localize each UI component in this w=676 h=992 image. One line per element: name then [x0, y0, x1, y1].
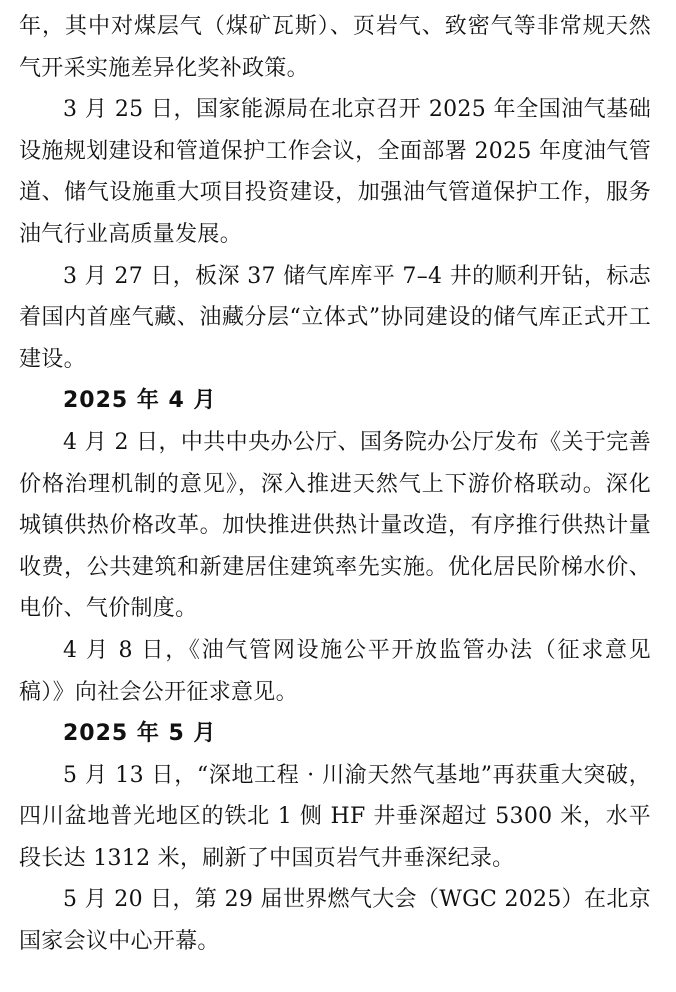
section-heading-april: 2025 年 4 月 [63, 388, 217, 414]
paragraph-april-8: 4 月 8 日，《油气管网设施公平开放监管办法（征求意见稿）》向社会公开征求意见。 [19, 637, 651, 705]
paragraph-april-2: 4 月 2 日，中共中央办公厅、国务院办公厅发布《关于完善价格治理机制的意见》，深入推进天然气上下游价格联动。深化城镇供热价格改革。加快推进供热计量改造，有序推行供热计量收费，公共建筑和新建居住建筑率先实施。优化居民阶梯水价、电价、气价制度。 [19, 429, 651, 622]
paragraph-continuation: 年，其中对煤层气（煤矿瓦斯）、页岩气、致密气等非常规天然气开采实施差异化奖补政策。 [19, 14, 651, 81]
paragraph-may-20: 5 月 20 日，第 29 届世界燃气大会（WGC 2025）在北京国家会议中心开幕。 [19, 887, 651, 955]
paragraph-march-25: 3 月 25 日，国家能源局在北京召开 2025 年全国油气基础设施规划建设和管道保护工作会议，全面部署 2025 年度油气管道、储气设施重大项目投资建设，加强油气管道保护工作，服务油气行业高质量发展。 [19, 97, 651, 247]
paragraph-march-27: 3 月 27 日，板深 37 储气库库平 7–4 井的顺利开钻，标志着国内首座气藏、油藏分层“立体式”协同建设的储气库正式开工建设。 [19, 263, 651, 372]
paragraph-may-13: 5 月 13 日，“深地工程 · 川渝天然气基地”再获重大突破，四川盆地普光地区的铁北 1 侧 HF 井垂深超过 5300 米，水平段长达 1312 米，刷新了中国页岩气井垂深纪录。 [19, 762, 651, 871]
section-heading-may: 2025 年 5 月 [63, 721, 217, 747]
